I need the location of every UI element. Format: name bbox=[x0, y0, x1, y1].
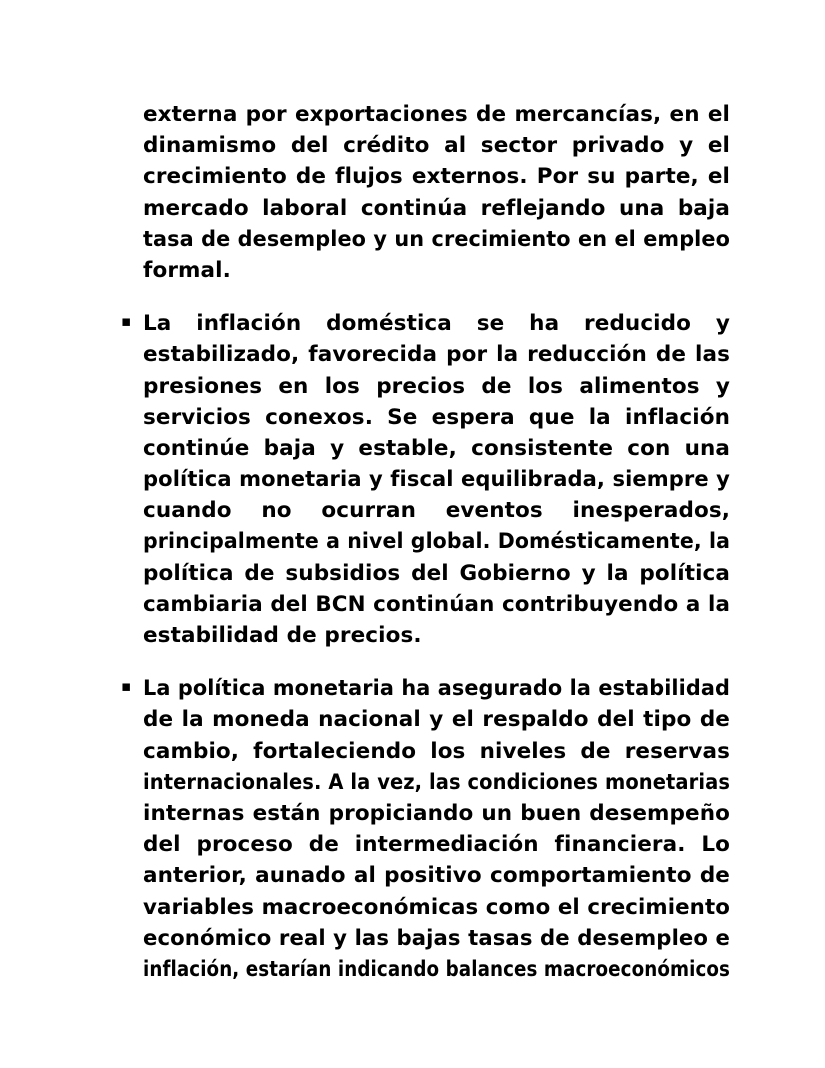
text-line-content: externa por exportaciones de mercancías, en el bbox=[143, 102, 730, 127]
text-line-content: estabilidad de precios. bbox=[143, 623, 422, 648]
text-line-content: política de subsidios del Gobierno y la política bbox=[143, 560, 730, 586]
document-paragraph bbox=[121, 673, 730, 985]
text-line bbox=[143, 954, 730, 985]
text-line-content: presiones en los precios de los alimentos y bbox=[143, 373, 730, 399]
text-line-content: cambiaria del BCN continúan contribuyendo a la bbox=[143, 591, 730, 617]
text-line bbox=[143, 558, 730, 589]
text-line bbox=[143, 224, 730, 255]
text-line-content: cambio, fortaleciendo los niveles de reservas bbox=[143, 738, 730, 764]
text-line bbox=[143, 495, 730, 526]
text-line-content: inflación, estarían indicando balances macroeconómicos bbox=[143, 956, 730, 982]
text-line-content: política monetaria y fiscal equilibrada, siempre y bbox=[143, 467, 730, 493]
text-line-content: mercado laboral continúa reflejando una baja bbox=[143, 195, 730, 221]
text-line bbox=[143, 923, 730, 954]
text-line-content: variables macroeconómicas como el crecimiento bbox=[143, 894, 730, 920]
text-line bbox=[143, 193, 730, 224]
text-line bbox=[143, 99, 730, 130]
text-line-content: dinamismo del crédito al sector privado y el bbox=[143, 133, 730, 159]
bullet-icon: ▪ bbox=[121, 677, 132, 696]
text-line-content: La política monetaria ha asegurado la estabilidad bbox=[143, 676, 730, 702]
document-paragraph bbox=[143, 99, 730, 286]
text-line-content: cuando no ocurran eventos inesperados, bbox=[143, 498, 730, 524]
text-line bbox=[143, 860, 730, 891]
text-line bbox=[143, 130, 730, 161]
text-line bbox=[143, 339, 730, 370]
text-line-content: anterior, aunado al positivo comportamiento de bbox=[143, 863, 730, 889]
text-line-content: continúe baja y estable, consistente con una bbox=[143, 435, 730, 461]
text-line-content: tasa de desempleo y un crecimiento en el empleo bbox=[143, 226, 730, 252]
bullet-icon: ▪ bbox=[121, 312, 132, 331]
text-line-content: económico real y las bajas tasas de desempleo e bbox=[143, 925, 730, 951]
text-line-content: principalmente a nivel global. Domésticamente, la bbox=[143, 529, 730, 555]
text-line bbox=[143, 371, 730, 402]
document-content bbox=[121, 99, 730, 985]
text-line-content: internacionales. A la vez, las condiciones monetarias bbox=[143, 769, 730, 795]
text-line-content: crecimiento de flujos externos. Por su parte, el bbox=[143, 164, 730, 190]
text-line-content: estabilizado, favorecida por la reducción de las bbox=[143, 342, 730, 368]
text-line-content: La inflación doméstica se ha reducido y bbox=[143, 311, 730, 337]
text-line bbox=[143, 433, 730, 464]
text-line bbox=[143, 255, 730, 286]
text-line bbox=[143, 704, 730, 735]
text-line bbox=[143, 620, 730, 651]
text-line-content: de la moneda nacional y el respaldo del tipo de bbox=[143, 707, 730, 733]
text-line bbox=[143, 767, 730, 798]
text-line bbox=[143, 402, 730, 433]
text-line bbox=[143, 161, 730, 192]
text-line bbox=[143, 798, 730, 829]
text-line-content: formal. bbox=[143, 257, 231, 283]
text-line bbox=[143, 736, 730, 767]
text-line-content: del proceso de intermediación financiera. Lo bbox=[143, 832, 730, 858]
document-paragraph bbox=[121, 308, 730, 651]
text-line-content: servicios conexos. Se espera que la inflación bbox=[143, 404, 730, 430]
text-line bbox=[143, 308, 730, 339]
text-line bbox=[143, 892, 730, 923]
text-line bbox=[143, 526, 730, 557]
text-line bbox=[143, 464, 730, 495]
text-line-content: internas están propiciando un buen desempeño bbox=[143, 800, 730, 826]
text-line bbox=[143, 589, 730, 620]
text-line bbox=[143, 829, 730, 860]
text-line bbox=[143, 673, 730, 704]
